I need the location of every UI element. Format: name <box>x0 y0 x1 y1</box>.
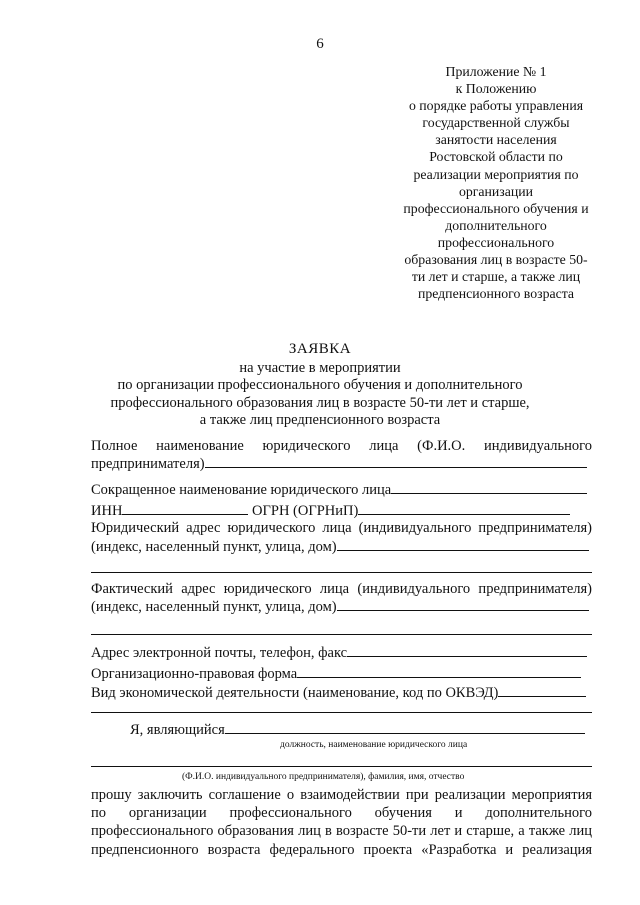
contacts-label: Адрес электронной почты, телефон, факс <box>91 645 348 661</box>
short-name-row <box>91 482 592 499</box>
appendix-line: Ростовской области по <box>429 149 563 165</box>
actual-address-label-cont: (индекс, населенный пункт, улица, дом) <box>91 599 337 615</box>
heading-subtitle-line: а также лиц предпенсионного возраста <box>199 412 441 428</box>
contacts-field[interactable] <box>347 655 587 657</box>
full-name-field[interactable] <box>205 466 587 468</box>
ogrn-label: ОГРН (ОГРНиП) <box>252 503 359 519</box>
legal-address-field[interactable] <box>337 549 589 551</box>
appendix-line: ти лет и старше, а также лиц <box>411 269 581 285</box>
appendix-line: профессионального обучения и <box>403 200 589 216</box>
activity-field[interactable] <box>498 695 586 697</box>
appendix-line: государственной службы <box>422 115 570 131</box>
fio-caption: (Ф.И.О. индивидуального предпринимателя), фамилия, имя, отчество <box>182 772 465 782</box>
legal-address-label-cont: (индекс, населенный пункт, улица, дом) <box>91 539 337 555</box>
ogrn-field[interactable] <box>358 513 570 515</box>
appendix-line: предпенсионного возраста <box>417 286 575 302</box>
appendix-line: к Положению <box>455 81 537 97</box>
contacts-row <box>91 645 592 662</box>
appendix-line: дополнительного <box>445 217 547 233</box>
full-name-label-cont: предпринимателя) <box>91 456 205 472</box>
full-name-row <box>91 456 592 473</box>
appendix-line: занятости населения <box>435 132 557 148</box>
appendix-block <box>383 63 609 302</box>
legal-form-label: Организационно-правовая форма <box>91 666 298 682</box>
body-line: прошу заключить соглашение о взаимодействии при реализации мероприятия <box>91 787 592 803</box>
appendix-line: профессионального <box>437 234 555 250</box>
body-paragraph <box>91 786 592 859</box>
appendix-line: реализации мероприятия по <box>413 166 579 182</box>
i-am-row <box>130 722 592 739</box>
heading-subtitle-line: на участие в мероприятии <box>239 359 401 376</box>
position-field[interactable] <box>225 732 585 734</box>
body-line: профессионального образования лиц в возрасте 50-ти лет и старше, а также лиц <box>91 823 592 840</box>
short-name-label: Сокращенное наименование юридического лица <box>91 482 392 498</box>
heading-subtitle-line: профессионального образования лиц в возрасте 50-ти лет и старше, <box>110 394 530 411</box>
actual-address-row <box>91 599 592 616</box>
actual-address-label: Фактический адрес юридического лица (индивидуального предпринимателя) <box>91 581 592 597</box>
full-name-label: Полное наименование юридического лица (Ф.И.О. индивидуального <box>91 438 592 454</box>
legal-address-extra-line[interactable] <box>91 572 592 573</box>
document-title: ЗАЯВКА <box>288 341 352 357</box>
legal-address-row <box>91 539 592 556</box>
activity-row <box>91 685 592 702</box>
appendix-line: о порядке работы управления <box>408 98 584 114</box>
short-name-field[interactable] <box>391 492 587 494</box>
inn-field[interactable] <box>122 513 248 515</box>
fio-field[interactable] <box>91 766 592 767</box>
heading-subtitle-line: по организации профессионального обучения и дополнительного <box>117 377 523 393</box>
appendix-line: организации <box>458 183 534 199</box>
inn-label: ИНН <box>91 503 123 519</box>
legal-form-field[interactable] <box>297 676 581 678</box>
actual-address-field[interactable] <box>337 609 589 611</box>
inn-ogrn-row <box>91 503 592 520</box>
legal-form-row <box>91 666 592 683</box>
activity-label: Вид экономической деятельности (наименование, код по ОКВЭД) <box>91 685 499 701</box>
appendix-line: образования лиц в возрасте 50- <box>404 252 588 268</box>
actual-address-extra-line[interactable] <box>91 634 592 635</box>
body-line: по организации профессионального обучения и дополнительного <box>91 805 592 822</box>
position-caption: должность, наименование юридического лица <box>280 740 468 750</box>
legal-address-label: Юридический адрес юридического лица (индивидуального предпринимателя) <box>91 520 592 536</box>
body-line: предпенсионного возраста федерального проекта «Разработка и реализация <box>91 841 592 858</box>
activity-extra-line[interactable] <box>91 712 592 713</box>
appendix-line: Приложение № 1 <box>445 64 547 79</box>
page-number: 6 <box>316 36 324 52</box>
i-am-label: Я, являющийся <box>130 722 225 738</box>
document-heading <box>0 341 640 430</box>
